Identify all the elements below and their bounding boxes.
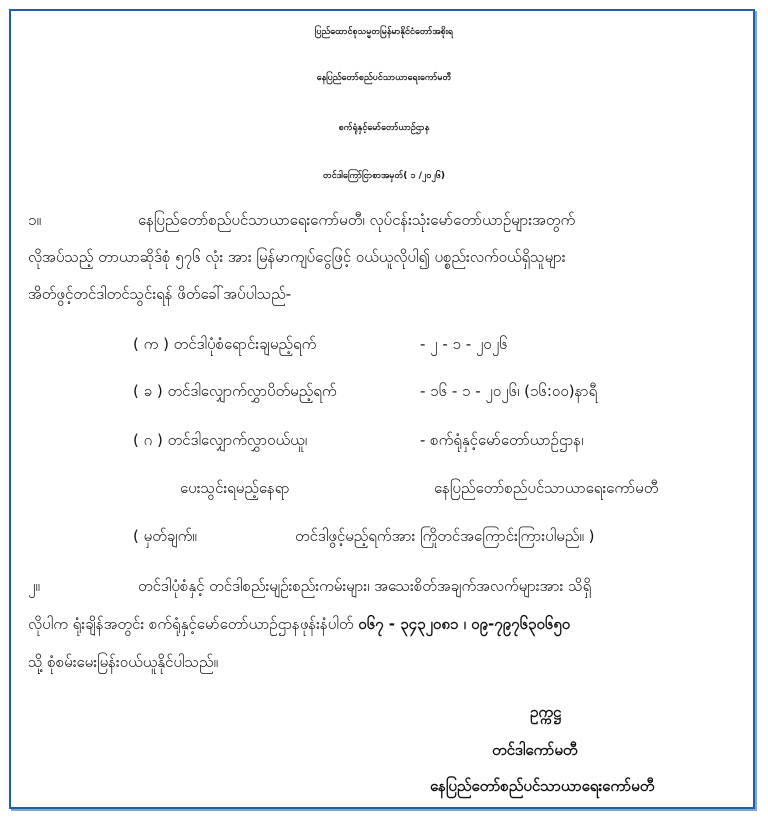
header-committee: နေပြည်တော်စည်ပင်သာယာရေးကော်မတီ [316,73,452,83]
submit-place-value: နေပြည်တော်စည်ပင်သာယာရေးကော်မတီ [434,479,659,497]
signature-title: ဥက္ကဋ္ဌ [530,703,562,721]
para2-number: ၂။ [28,577,40,595]
note-text: တင်ဒါဖွင့်မည့်ရက်အား ကြိုတင်အကြောင်းကြားပါမည်။ ) [295,527,595,545]
para1-line1: နေပြည်တော်စည်ပင်သာယာရေးကော်မတီ၊ လုပ်ငန်းသုံးမော်တော်ယာဉ်များအတွက် [138,211,576,229]
item-b-label: ( ခ ) တင်ဒါလျှောက်လွှာပိတ်မည့်ရက် [133,382,337,400]
header-government: ပြည်ထောင်စုသမ္မတမြန်မာနိုင်ငံတော်အစိုးရ [314,27,454,37]
signature-committee: တင်ဒါကော်မတီ [492,741,578,759]
para2-line1: တင်ဒါပုံစံနှင့် တင်ဒါစည်းမျဉ်းစည်းကမ်းများ၊ အသေးစိတ်အချက်အလက်များအား သိရှိ [138,577,592,595]
note-label: ( မှတ်ချက်။ [133,527,197,545]
signature-organization: နေပြည်တော်စည်ပင်သာယာရေးကော်မတီ [430,777,655,795]
item-c-label: ( ဂ ) တင်ဒါလျှောက်လွှာဝယ်ယူ၊ [133,431,308,449]
para1-number: ၁။ [28,211,41,229]
item-a-value: - ၂ - ၁ - ၂၀၂၆ [420,335,508,353]
submit-place-label: ပေးသွင်းရမည့်နေရာ [180,479,290,497]
para1-line3: အိတ်ဖွင့်တင်ဒါတင်သွင်းရန် ဖိတ်ခေါ်အပ်ပါသည်- [28,285,292,303]
tender-number-title: တင်ဒါကြော်ငြာစာအမှတ်( ၁ /၂၀၂၆) [322,171,446,181]
item-a-label: ( က ) တင်ဒါပုံစံရောင်းချမည့်ရက် [133,335,317,353]
para2-line3: သို့ စုံစမ်းမေးမြန်းဝယ်ယူနိုင်ပါသည်။ [28,653,219,671]
header-department: စက်ရုံနှင့်မော်တော်ယာဉ်ဌာန [338,123,430,133]
item-c-value: - စက်ရုံနှင့်မော်တော်ယာဉ်ဌာန၊ [420,431,584,449]
phone-numbers: ၀၆၇ - ၃၄၃၂၀၈၁ ၊ ၀၉-၇၉၇၆၃၀၆၅၀ [358,615,571,633]
para1-line2: လိုအပ်သည့် တာယာဆိုဒ်စုံ ၅၇၆ လုံး အား မြန်မာကျပ်ငွေဖြင့် ဝယ်ယူလိုပါ၍ ပစ္စည်းလက်ဝယ်ရှိသူများ [28,248,566,266]
para2-line2 [28,614,570,634]
item-b-value: - ၁၆ - ၁ - ၂၀၂၆၊ (၁၆:၀၀)နာရီ [420,382,598,400]
para2-line2-text: လိုပါက ရုံးချိန်အတွင်း စက်ရုံနှင့်မော်တော်ယာဉ်ဌာနဖုန်းနံပါတ် [28,615,359,633]
